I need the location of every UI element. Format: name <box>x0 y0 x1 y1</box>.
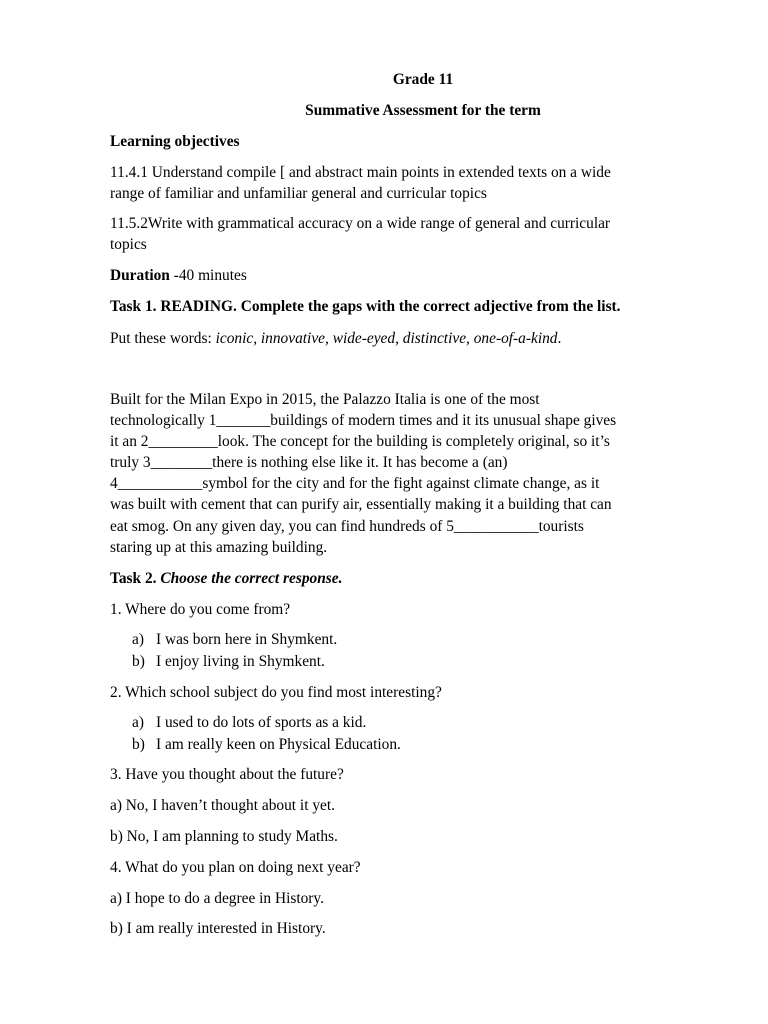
duration-value: -40 minutes <box>169 267 247 284</box>
objective-1-line-1: 11.4.1 Understand compile [ and abstract main points in extended texts on a wide <box>110 164 611 181</box>
word-list-label: Put these words: <box>110 330 216 347</box>
task-2-heading-instruction: Choose the correct response. <box>160 570 343 587</box>
task-1-heading: Task 1. READING. Complete the gaps with the correct adjective from the list. <box>110 298 621 315</box>
objective-2-line-1: 11.5.2Write with grammatical accuracy on a wide range of general and curricular <box>110 215 611 232</box>
duration-label: Duration <box>110 267 170 284</box>
grade-heading: Grade 11 <box>392 71 454 88</box>
question-1-option-b <box>132 651 325 672</box>
option-text: I used to do lots of sports as a kid. <box>156 714 367 731</box>
option-marker: b) <box>132 653 145 670</box>
passage-line: it an 2_________look. The concept for the building is completely original, so it’s <box>110 433 610 450</box>
question-1-option-a <box>132 629 337 650</box>
task-2-heading <box>110 568 342 589</box>
duration-line <box>110 265 247 286</box>
passage-line: eat smog. On any given day, you can find hundreds of 5___________tourists <box>110 518 584 535</box>
option-marker: b) <box>132 736 145 753</box>
option-marker: a) <box>132 714 144 731</box>
passage-line: Built for the Milan Expo in 2015, the Palazzo Italia is one of the most <box>110 391 540 408</box>
objectives-heading: Learning objectives <box>110 133 240 150</box>
question-4: 4. What do you plan on doing next year? <box>110 859 361 876</box>
question-2: 2. Which school subject do you find most interesting? <box>110 684 442 701</box>
passage-line: technologically 1_______buildings of modern times and it its unusual shape gives <box>110 412 617 429</box>
passage-line: 4___________symbol for the city and for the fight against climate change, as it <box>110 475 600 492</box>
task-1-word-list <box>110 328 561 349</box>
question-3-option-b: b) No, I am planning to study Maths. <box>110 828 338 845</box>
assessment-title: Summative Assessment for the term <box>305 102 541 119</box>
option-text: I enjoy living in Shymkent. <box>156 653 325 670</box>
passage-line: was built with cement that can purify air, essentially making it a building that can <box>110 496 612 513</box>
objective-2-line-2: topics <box>110 236 147 253</box>
question-4-option-b: b) I am really interested in History. <box>110 920 326 937</box>
question-3-option-a: a) No, I haven’t thought about it yet. <box>110 797 335 814</box>
objective-1-line-2: range of familiar and unfamiliar general and curricular topics <box>110 185 487 202</box>
word-list-words: iconic, innovative, wide-eyed, distinctive, one-of-a-kind <box>215 330 558 347</box>
question-3: 3. Have you thought about the future? <box>110 766 344 783</box>
passage-line: staring up at this amazing building. <box>110 539 328 556</box>
task-2-heading-label: Task 2. <box>110 570 161 587</box>
question-4-option-a: a) I hope to do a degree in History. <box>110 890 324 907</box>
passage-line: truly 3________there is nothing else like it. It has become a (an) <box>110 454 508 471</box>
word-list-end: . <box>557 330 562 347</box>
option-text: I am really keen on Physical Education. <box>156 736 401 753</box>
question-2-option-a <box>132 712 366 733</box>
question-1: 1. Where do you come from? <box>110 601 291 618</box>
option-text: I was born here in Shymkent. <box>156 631 338 648</box>
question-2-option-b <box>132 734 401 755</box>
option-marker: a) <box>132 631 144 648</box>
